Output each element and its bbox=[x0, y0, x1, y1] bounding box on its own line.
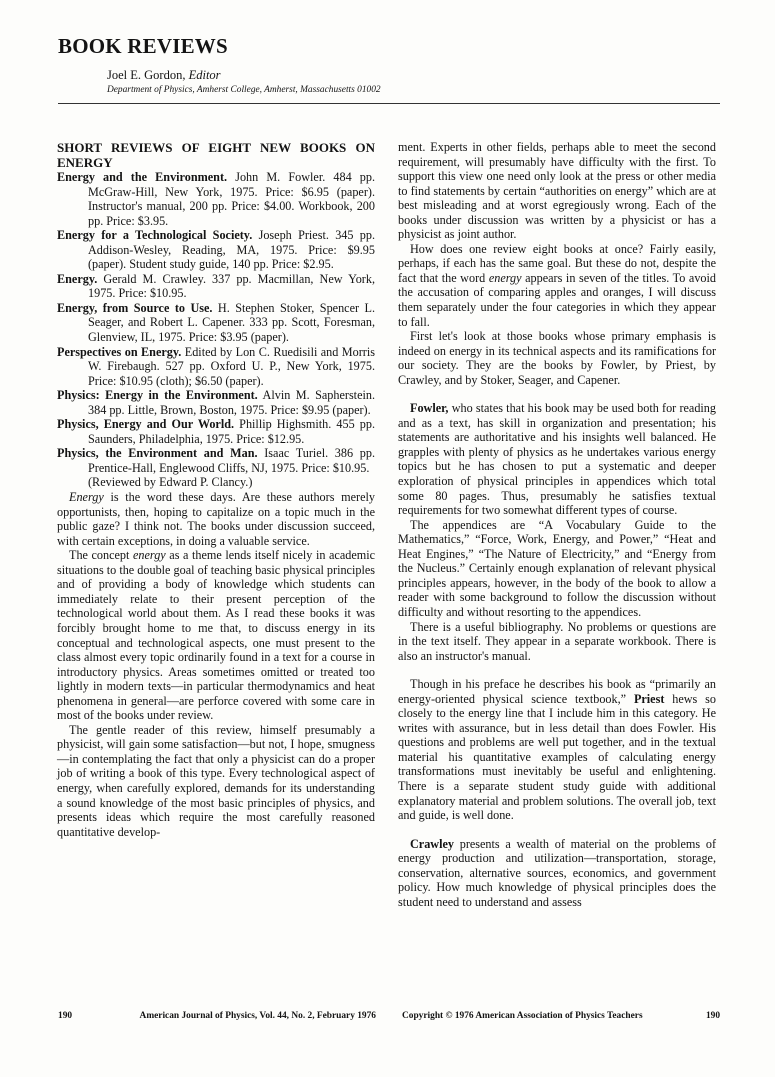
paragraph: The appendices are “A Vocabulary Guide to the Mathematics,” “Force, Work, Energy, and Power,” “Heat and Heat Engines,” “The Nature of Electricity,” and “Energy from the Nucleus.” Certainly enough explanation of relevant physical principles appears, however, in the body of the book to allow a reader with some background to follow the discussion without difficulty and without resorting to the appendices. bbox=[398, 517, 716, 619]
editor-line bbox=[107, 68, 221, 83]
footer-left bbox=[58, 1011, 376, 1021]
paragraph: The gentle reader of this review, himself presumably a physicist, will gain some satisfaction—but not, I hope, smugness—in contemplating the fact that only a physicist can do a proper job of writing a book of this type. Every technological aspect of energy, when carefully explored, demands for its understanding a sound knowledge of the most basic principles of physics, and presents ideas which require the most carefully reasoned quantitative develop- bbox=[57, 722, 375, 839]
book-title: Energy, from Source to Use. bbox=[57, 300, 213, 315]
book-entry bbox=[57, 417, 375, 446]
book-entry bbox=[57, 388, 375, 417]
book-title: Physics, the Environment and Man. bbox=[57, 446, 258, 461]
review-crawley: Crawley presents a wealth of material on the problems of energy production and utilization—transportation, storage, conservation, alternative sources, economics, and government policy. How much knowledge of physical principles does the student need to understand and assess bbox=[398, 836, 716, 909]
journal-citation: American Journal of Physics, Vol. 44, No. 2, February 1976 bbox=[139, 1011, 376, 1021]
review-priest: Though in his preface he describes his book as “primarily an energy-oriented physical science textbook,” Priest hews so closely to the energy line that I include him in this category. He writes with assurance, but in less detail than does Fowler. His questions and problems are well put together, and in the textual material his quantitative examples of calculating energy transformations must inevitably be useful and enlightening. There is a separate student study guide with additional explanatory material and problem solutions. The overall job, text and guide, is well done. bbox=[398, 677, 716, 823]
page-number: 190 bbox=[58, 1011, 73, 1021]
book-details: Phillip Highsmith. 455 pp. Saunders, Philadelphia, 1975. Price: $12.95. bbox=[88, 417, 376, 446]
review-fowler: Fowler, who states that his book may be used both for reading and as a text, has skill in organization and presentation; his statements are authoritative and his insights well balanced. He grapples with plenty of physics as he undertakes various energy topics but he has chosen to put a systematic and deeper exploration of physical principles in appendices which total some 80 pages. Thus, presumably he satisfies textual requirements for two somewhat different types of course. bbox=[398, 401, 716, 518]
right-column bbox=[398, 140, 716, 909]
book-details: Joseph Priest. 345 pp. Addison-Wesley, Reading, MA, 1975. Price: $9.95 (paper). Student study guide, 140 pp. Price: $2.95. bbox=[88, 228, 376, 272]
book-details: Alvin M. Sapherstein. 384 pp. Little, Brown, Boston, 1975. Price: $9.95 (paper). bbox=[88, 388, 376, 417]
author-name: Crawley bbox=[410, 836, 454, 851]
book-entry bbox=[57, 272, 375, 301]
editor-role: Editor bbox=[188, 68, 221, 82]
author-name: Fowler, bbox=[410, 401, 449, 416]
header-rule bbox=[58, 103, 720, 104]
left-column bbox=[57, 140, 375, 839]
book-details: Gerald M. Crawley. 337 pp. Macmillan, New York, 1975. Price: $10.95. bbox=[88, 271, 375, 301]
book-title: Energy and the Environment. bbox=[57, 170, 228, 184]
copyright: Copyright © 1976 American Association of Physics Teachers bbox=[402, 1011, 643, 1021]
book-entry bbox=[57, 345, 375, 389]
book-title: Energy. bbox=[57, 271, 98, 286]
book-title: Physics: Energy in the Environment. bbox=[57, 388, 258, 403]
book-list bbox=[57, 170, 375, 475]
author-name: Priest bbox=[633, 691, 665, 706]
section-title: BOOK REVIEWS bbox=[58, 34, 228, 58]
book-details: Isaac Turiel. 386 pp. Prentice-Hall, Englewood Cliffs, NJ, 1975. Price: $10.95. bbox=[88, 446, 376, 475]
paragraph: ment. Experts in other fields, perhaps able to meet the second requirement, will presumably have difficulty with the first. To support this view one need only look at the press or other media to find statements by certain “authorities on energy” which are at best misleading and at worst egregiously wrong. Each of the books under discussion was written by a physicist or has a physicist as joint author. bbox=[398, 140, 716, 242]
editor-name: Joel E. Gordon, bbox=[107, 68, 186, 82]
book-details: H. Stephen Stoker, Spencer L. Seager, and Robert L. Capener. 333 pp. Scott, Foresman, Glenview, IL, 1975. Price: $3.95 (paper). bbox=[88, 300, 376, 345]
paragraph: How does one review eight books at once? Fairly easily, perhaps, if each has the same goal. But these do not, despite the fact that the word energy appears in seven of the titles. To avoid the accusation of comparing apples and oranges, I will discuss them separately under the four categories in which they appear to fall. bbox=[398, 241, 716, 329]
book-entry bbox=[57, 228, 375, 272]
reviewer-credit: (Reviewed by Edward P. Clancy.) bbox=[88, 475, 253, 490]
article-heading: SHORT REVIEWS OF EIGHT NEW BOOKS ON ENERGY bbox=[57, 140, 375, 170]
book-details: John M. Fowler. 484 pp. McGraw-Hill, New York, 1975. Price: $6.95 (paper). Instructor's manual, 200 pp. Price: $4.00. Workbook, 200 pp. Price: $3.95. bbox=[88, 170, 376, 228]
footer-right bbox=[402, 1011, 720, 1021]
book-entry bbox=[57, 446, 375, 475]
paragraph: First let's look at those books whose primary emphasis is indeed on energy in its technical aspects and its ramifications for our society. They are the books by Fowler, by Priest, by Crawley, and by Stoker, Seager, and Capener. bbox=[398, 329, 716, 387]
book-entry bbox=[57, 301, 375, 345]
book-title: Perspectives on Energy. bbox=[57, 344, 182, 359]
paragraph: The concept energy as a theme lends itself nicely in academic situations to the double goal of teaching basic physical principles and of providing a body of knowledge which students can immediately relate to their present perception of the technological world about them. As I read these books it was forcibly brought home to me that, to discuss energy in its conceptual and technological aspects, one must present to the class almost every topic ordinarily found in a text for a course in introductory physics. Areas sometimes omitted or treated too lightly in modern texts—in particular thermodynamics and heat phenomena in general—are perforce covered with some care in most of the books under review. bbox=[57, 548, 376, 723]
book-entry bbox=[57, 170, 375, 228]
book-title: Energy for a Technological Society. bbox=[57, 228, 253, 243]
book-title: Physics, Energy and Our World. bbox=[57, 417, 235, 432]
page-number: 190 bbox=[705, 1011, 720, 1021]
paragraph: There is a useful bibliography. No problems or questions are in the text itself. They appear in a separate workbook. There is also an instructor's manual. bbox=[398, 619, 716, 663]
department: Department of Physics, Amherst College, Amherst, Massachusetts 01002 bbox=[107, 85, 381, 95]
book-details: Edited by Lon C. Ruedisili and Morris W. Firebaugh. 527 pp. Oxford U. P., New York, 1975. Price: $10.95 (cloth); $6.50 (paper). bbox=[88, 344, 375, 388]
paragraph: Energy is the word these days. Are these authors merely opportunists, then, hoping to capitalize on a topic much in the public gaze? I think not. The books under discussion succeed, with certain exceptions, in doing a valuable service. bbox=[57, 490, 375, 548]
